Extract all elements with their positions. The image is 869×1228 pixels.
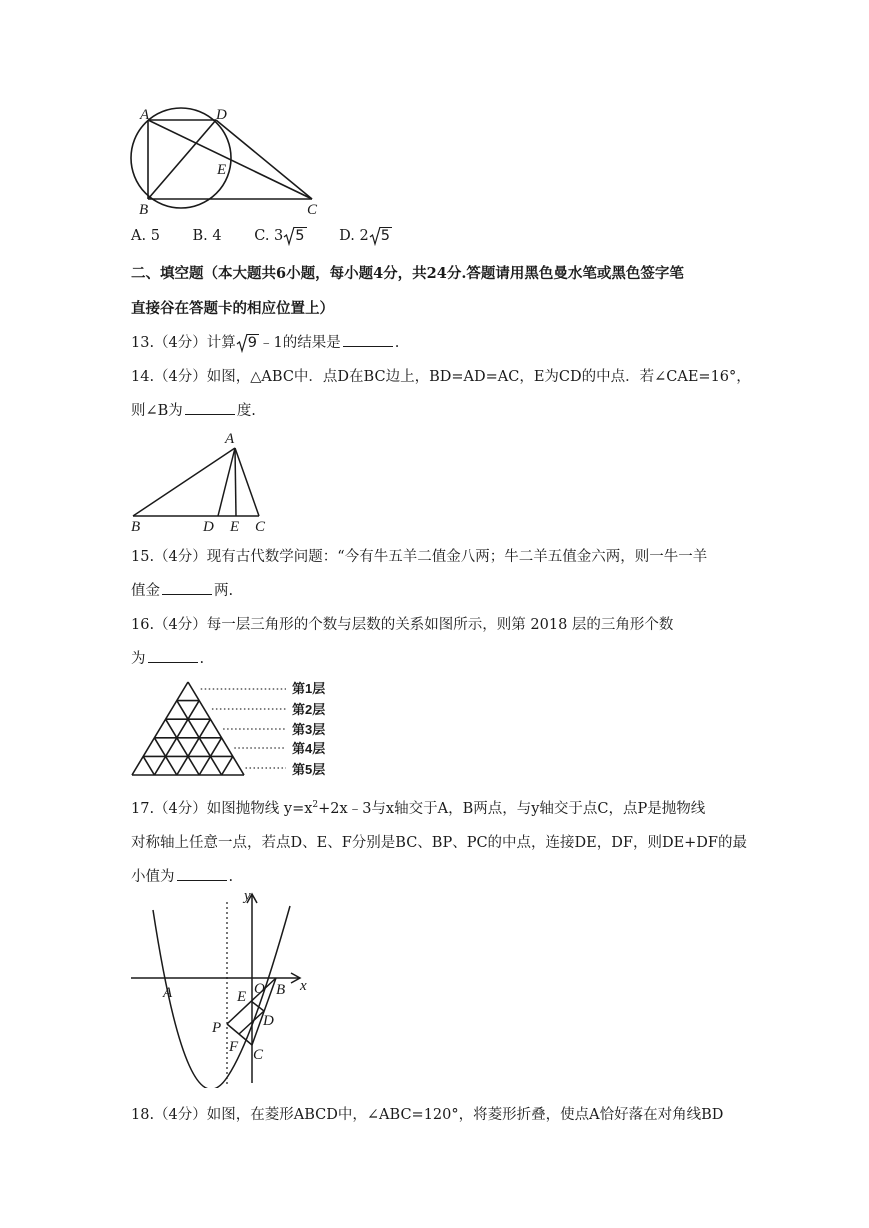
label-c: C [255, 519, 266, 534]
question-16-line2: 为 . [131, 651, 205, 667]
label-f: F [229, 1039, 239, 1055]
answer-blank-14[interactable] [185, 413, 235, 415]
label-x: x [300, 978, 307, 994]
sqrt-5: 5 [369, 228, 392, 244]
label-d: D [263, 1013, 274, 1029]
option-a[interactable]: A. 5 [131, 228, 160, 244]
sqrt-9: 9 [236, 335, 259, 351]
answer-blank-17[interactable] [177, 879, 227, 881]
option-d[interactable]: D. 2 5 [339, 228, 390, 244]
layer-label-4: 第4层 [292, 741, 326, 756]
segment-ac [235, 448, 259, 516]
question-14-line1: 14.（4分）如图，△ABC中．点D在BC边上，BD=AD=AC，E为CD的中点．若∠CAE=16°， [131, 369, 751, 385]
segment-ab [133, 448, 235, 516]
question-17-line2: 对称轴上任意一点，若点D、E、F分别是BC、BP、PC的中点，连接DE，DF，则DE+DF的最 [131, 835, 747, 851]
label-e: E [217, 162, 227, 178]
q12-figure [125, 100, 335, 220]
label-c: C [253, 1047, 264, 1063]
q16-figure [128, 676, 348, 782]
label-c: C [307, 202, 318, 218]
label-y: y [244, 888, 251, 904]
option-b[interactable]: B. 4 [192, 228, 222, 244]
label-b: B [131, 519, 141, 534]
label-o: O [254, 981, 265, 997]
layer-label-5: 第5层 [292, 762, 326, 777]
q12-options [131, 228, 420, 244]
label-a: A [225, 431, 235, 447]
layer-label-1: 第1层 [292, 681, 326, 696]
sqrt-5: 5 [283, 228, 306, 244]
label-a: A [140, 107, 150, 123]
section-heading: 二、填空题（本大题共6小题，每小题4分，共24分.答题请用黑色曼水笔或黑色签字笔 [131, 265, 684, 282]
layer-label-2: 第2层 [292, 702, 326, 717]
label-d: D [216, 107, 227, 123]
answer-blank-16[interactable] [148, 661, 198, 663]
triangle-slant-line [222, 756, 233, 775]
triangle-slant-line [143, 756, 154, 775]
question-15-line2: 值金 两. [131, 583, 234, 599]
label-a: A [163, 985, 173, 1001]
segment-ae [235, 448, 236, 516]
question-15-line1: 15.（4分）现有古代数学问题：“今有牛五羊二值金八两；牛二羊五值金六两，则一牛一羊 [131, 549, 708, 565]
label-b: B [276, 982, 286, 998]
question-16-line1: 16.（4分）每一层三角形的个数与层数的关系如图所示，则第 2018 层的三角形个数 [131, 617, 674, 633]
question-14-line2: 则∠B为 度. [131, 403, 256, 419]
q14-figure [128, 428, 278, 534]
question-18-line1: 18.（4分）如图，在菱形ABCD中，∠ABC=120°，将菱形折叠，使点A恰好落在对角线BD [131, 1107, 724, 1123]
answer-blank-15[interactable] [162, 593, 212, 595]
q17-figure [128, 888, 318, 1088]
option-c[interactable]: C. 3 5 [254, 228, 305, 244]
label-p: P [212, 1020, 222, 1036]
label-d: D [203, 519, 214, 534]
label-b: B [139, 202, 149, 218]
section-heading-cont: 直接谷在答题卡的相应位置上） [131, 300, 334, 317]
question-17-line3: 小值为 . [131, 869, 234, 885]
label-e: E [237, 989, 247, 1005]
segment-bd [148, 120, 216, 199]
triangle-edge [132, 682, 188, 775]
answer-blank-13[interactable] [343, 345, 393, 347]
question-13: 13.（4分）计算 9 ﹣1的结果是 . [131, 335, 400, 351]
question-17-line1: 17.（4分）如图抛物线 $y=x^2+2x﹣3$与x轴交于A，B两点，与y轴交于点C，点P是抛物线 [131, 800, 706, 817]
circle [131, 108, 231, 208]
layer-label-3: 第3层 [292, 722, 326, 737]
label-e: E [230, 519, 240, 534]
